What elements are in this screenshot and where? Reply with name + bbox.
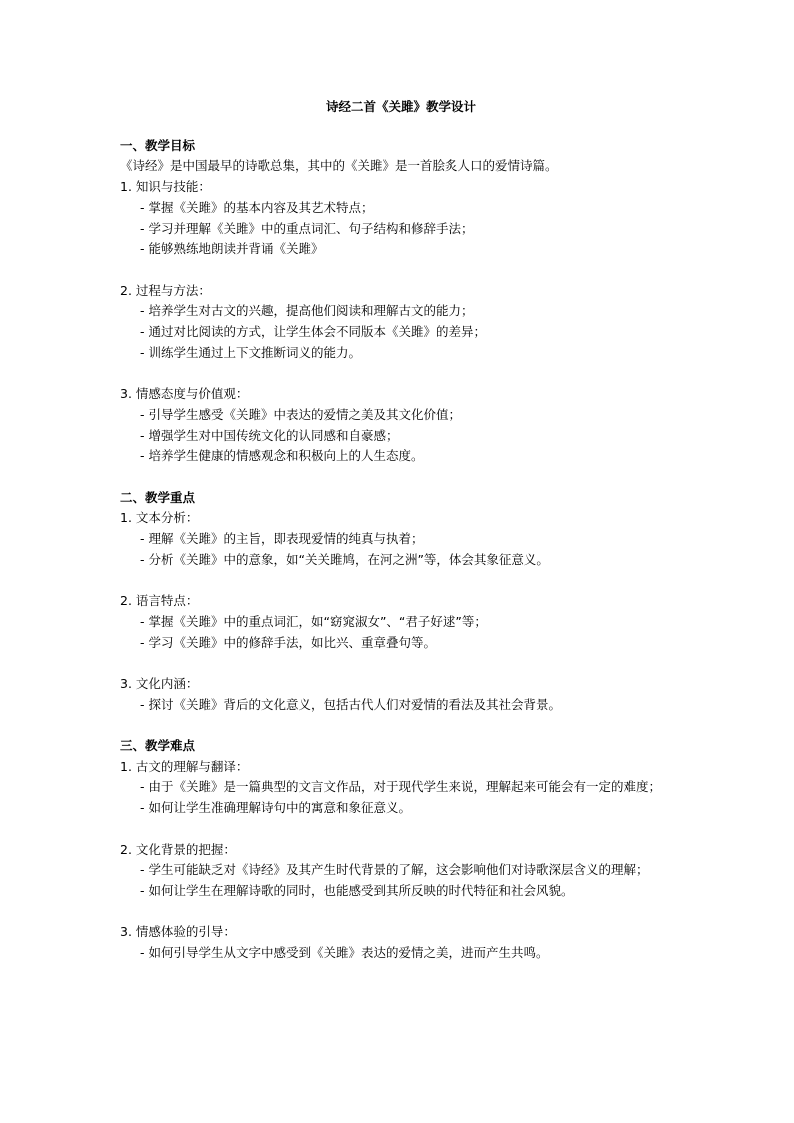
goal-emotion-values-label: 3. 情感态度与价值观：	[120, 386, 249, 402]
key-text-analysis-label: 1. 文本分析：	[120, 510, 199, 526]
document-title: 诗经二首《关雎》教学设计	[325, 99, 476, 114]
goal-knowledge-skills-label: 1. 知识与技能：	[120, 179, 211, 195]
spacer	[120, 260, 682, 281]
list-item: - 探讨《关雎》背后的文化意义，包括古代人们对爱情的看法及其社会背景。	[140, 696, 561, 712]
spacer	[120, 715, 682, 736]
difficulty-translation-label: 1. 古文的理解与翻译：	[120, 758, 249, 774]
list-item: - 由于《关雎》是一篇典型的文言文作品，对于现代学生来说，理解起来可能会有一定的难度；	[140, 779, 661, 795]
section-heading-difficulties: 三、教学难点	[120, 738, 196, 753]
key-cultural-meaning-label: 3. 文化内涵：	[120, 675, 199, 691]
list-item: - 如何引导学生从文字中感受到《关雎》表达的爱情之美，进而产生共鸣。	[140, 945, 549, 960]
key-language-features-label: 2. 语言特点：	[120, 593, 199, 609]
list-item: - 训练学生通过上下文推断词义的能力。	[140, 344, 361, 360]
goal-process-methods-label: 2. 过程与方法：	[120, 282, 211, 298]
list-item: - 掌握《关雎》中的重点词汇，如“窈窕淑女”、“君子好逑”等；	[140, 613, 487, 629]
spacer	[120, 570, 682, 591]
section-heading-teaching-goals: 一、教学目标	[120, 137, 196, 153]
list-item: - 通过对比阅读的方式，让学生体会不同版本《关雎》的差异；	[140, 324, 486, 340]
list-item: - 学习并理解《关雎》中的重点词汇、句子结构和修辞手法；	[140, 220, 474, 236]
spacer	[120, 363, 682, 384]
difficulty-emotion-label: 3. 情感体验的引导：	[120, 924, 236, 940]
spacer	[120, 653, 682, 674]
list-item: - 增强学生对中国传统文化的认同感和自豪感；	[140, 427, 399, 443]
list-item: - 培养学生健康的情感观念和积极向上的人生态度。	[140, 448, 424, 464]
difficulty-background-label: 2. 文化背景的把握：	[120, 841, 236, 857]
spacer	[120, 467, 682, 488]
list-item: - 能够熟练地朗读并背诵《关雎》	[140, 241, 324, 257]
spacer	[120, 819, 682, 840]
list-item: - 学生可能缺乏对《诗经》及其产生时代背景的了解，这会影响他们对诗歌深层含义的理解；	[140, 862, 649, 878]
section-heading-key-points: 二、教学重点	[120, 489, 196, 505]
list-item: - 分析《关雎》中的意象，如“关关雎鸠，在河之洲”等，体会其象征意义。	[140, 551, 549, 567]
list-item: - 理解《关雎》的主旨，即表现爱情的纯真与执着；	[140, 531, 424, 547]
intro-paragraph: 《诗经》是中国最早的诗歌总集，其中的《关雎》是一首脍炙人口的爱情诗篇。	[120, 158, 558, 174]
list-item: - 掌握《关雎》的基本内容及其艺术特点；	[140, 199, 374, 215]
list-item: - 如何让学生在理解诗歌的同时，也能感受到其所反映的时代特征和社会风貌。	[140, 882, 574, 898]
list-item: - 引导学生感受《关雎》中表达的爱情之美及其文化价值；	[140, 406, 461, 422]
list-item: - 学习《关雎》中的修辞手法，如比兴、重章叠句等。	[140, 634, 436, 650]
list-item: - 如何让学生准确理解诗句中的寓意和象征意义。	[140, 800, 411, 816]
spacer	[120, 902, 682, 923]
list-item: - 培养学生对古文的兴趣，提高他们阅读和理解古文的能力；	[140, 303, 474, 319]
